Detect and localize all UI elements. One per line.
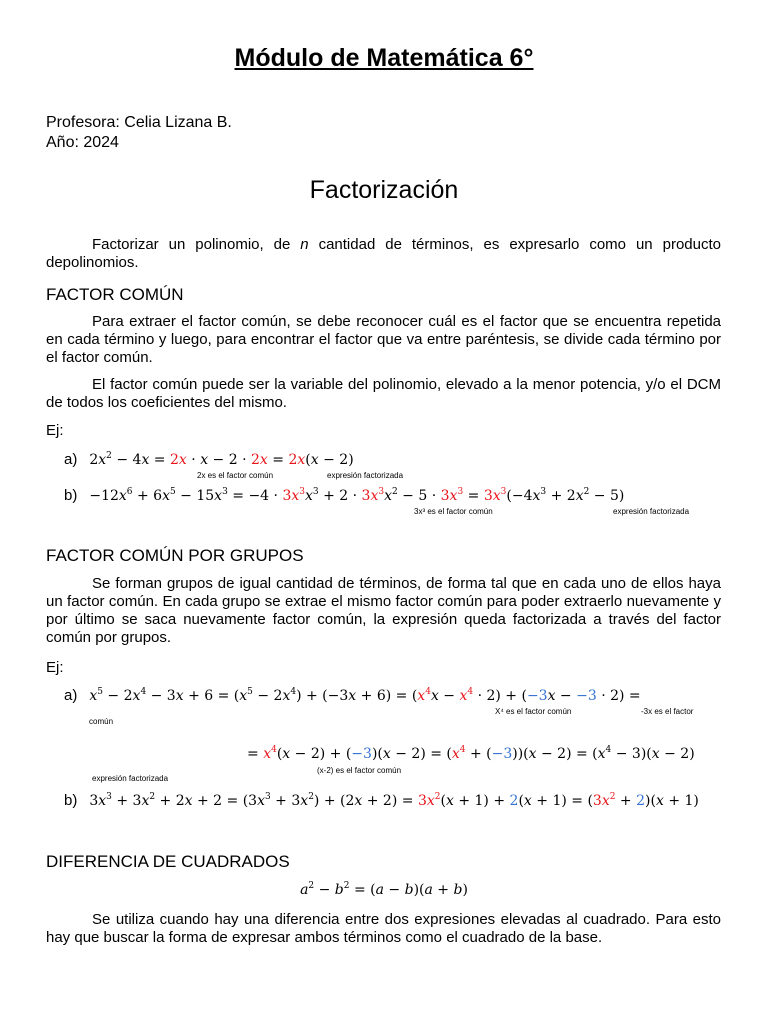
note-factored-expression: expresión factorizada xyxy=(613,507,690,516)
factor-comun-paragraph-2: El factor común puede ser la variable del polinomio, elevado a la menor potencia, y/o el DCM de todos los coeficientes del mismo. xyxy=(46,376,721,411)
note-common-factor: X⁴ es el factor común xyxy=(495,707,572,716)
factor-grupos-paragraph: Se forman grupos de igual cantidad de términos, de forma tal que en cada uno de ellos haya un factor común. En cada grupo se extrae el mismo factor común para poder extraerlo nuevamente y por último se saca nuevamente factor común, la expresión queda factorizada a través del factor común por grupos. xyxy=(46,575,721,646)
year: Año: 2024 xyxy=(46,134,119,151)
module-title: Módulo de Matemática 6° xyxy=(234,44,534,72)
note-factored-expression: expresión factorizada xyxy=(327,471,404,480)
equation-grupos-a-line-2: = $x^4(x - 2) + (-3)(x - 2) = (x^4 + (-3))(x - 2) = (x^4 - 3)(x - 2)$ xyxy=(247,745,695,762)
formula-difference-of-squares: $a^2 - b^2 = (a - b)(a + b)$ xyxy=(300,881,468,898)
equation-factor-comun-b: $b) -12x^6 + 6x^5 - 15x^3 = -4 \cdot 3x^3x^3 + 2 \cdot 3x^3x^2 - 5 \cdot 3x^3 = 3x^3(-4x^3 + 2x^2 - 5)$ xyxy=(64,487,625,504)
section-heading-diferencia-cuadrados: DIFERENCIA DE CUADRADOS xyxy=(46,852,290,871)
intro-paragraph: Factorizar un polinomio, de n cantidad de términos, es expresarlo como un producto depolinomios. xyxy=(46,236,721,271)
note-common-factor: 3x³ es el factor común xyxy=(414,507,493,516)
note-factored-expression: expresión factorizada xyxy=(92,774,169,783)
section-heading-factor-comun: FACTOR COMÚN xyxy=(46,285,184,304)
example-label: Ej: xyxy=(46,422,64,439)
teacher-name: Profesora: Celia Lizana B. xyxy=(46,114,232,131)
equation-grupos-b: b) $3x^3 + 3x^2 + 2x + 2 = (3x^3 + 3x^2) + (2x + 2) = 3x^2(x + 1) + 2(x + 1) = (3x^2 + 2)(x + 1)$ xyxy=(64,792,699,809)
diferencia-paragraph: Se utiliza cuando hay una diferencia entre dos expresiones elevadas al cuadrado. Para esto hay que buscar la forma de expresar ambos términos como el cuadrado de la base. xyxy=(46,911,721,946)
note-common-factor-continued: común xyxy=(89,717,114,726)
note-common-factor: 2x es el factor común xyxy=(197,471,274,480)
note-common-factor: (x-2) es el factor común xyxy=(317,766,402,775)
section-heading-factor-grupos: FACTOR COMÚN POR GRUPOS xyxy=(46,546,304,565)
example-label: Ej: xyxy=(46,659,64,676)
equation-factor-comun-a: a) $2x^2 - 4x = 2x \cdot x - 2 \cdot 2x = 2x(x - 2)$ xyxy=(64,451,354,468)
note-common-factor: -3x es el factor xyxy=(641,707,694,716)
equation-grupos-a-line-1: a) $x^5 - 2x^4 - 3x + 6 = (x^5 - 2x^4) + (-3x + 6) = (x^4x - x^4 \cdot 2) + (-3x - -3 \cdot 2)$ = xyxy=(64,687,641,704)
topic-title: Factorización xyxy=(309,176,459,204)
factor-comun-paragraph-1: Para extraer el factor común, se debe reconocer cuál es el factor que se encuentra repetida en cada término y luego, para encontrar el factor que va entre paréntesis, se divide cada término por el factor común. xyxy=(46,313,721,366)
